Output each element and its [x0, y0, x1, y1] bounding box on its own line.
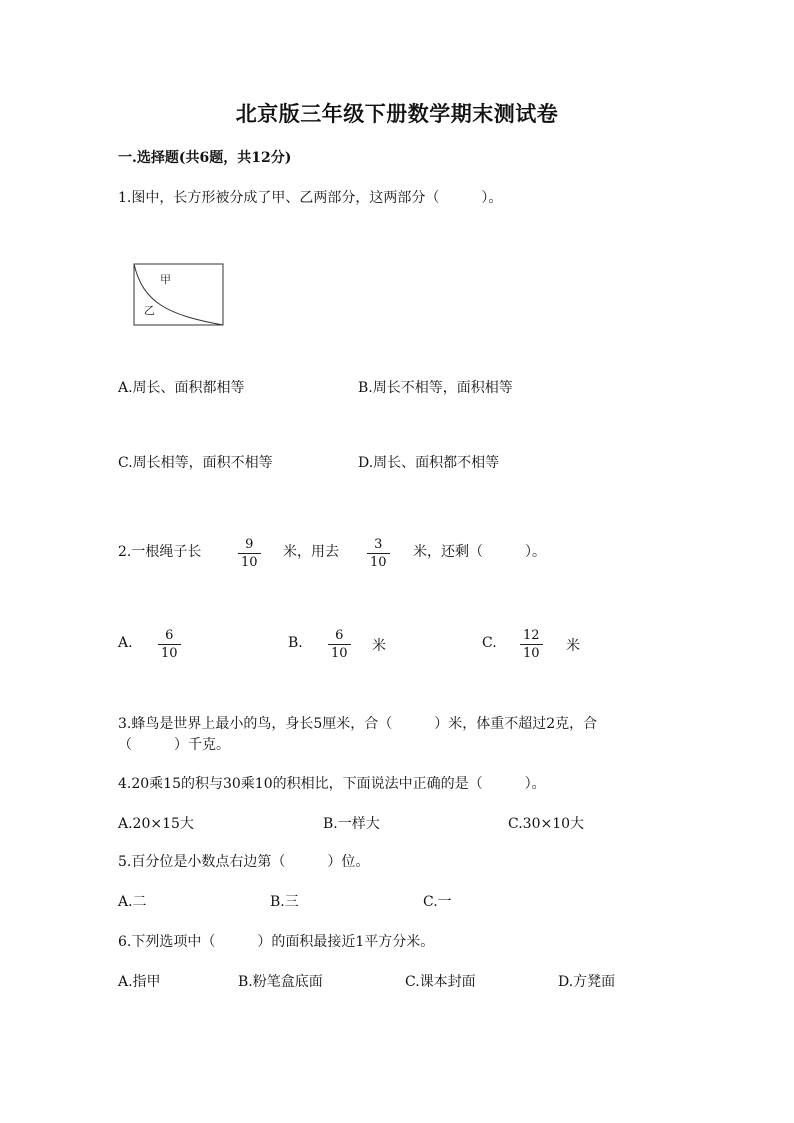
- question-4-text: 4.20乘15的积与30乘10的积相比，下面说法中正确的是（ ）。: [118, 776, 546, 792]
- fraction-denominator: 10: [328, 644, 351, 661]
- question-2-fraction-length: [238, 537, 261, 570]
- fraction-denominator: 10: [238, 553, 261, 570]
- question-5-text: 5.百分位是小数点右边第（ ）位。: [118, 854, 370, 870]
- question-4-option-c[interactable]: C.30×10大: [508, 816, 585, 832]
- question-2-option-c-fraction[interactable]: [520, 628, 543, 661]
- question-6-option-b[interactable]: B.粉笔盒底面: [238, 974, 323, 990]
- question-5-option-a[interactable]: A.二: [118, 894, 147, 910]
- question-1-option-a[interactable]: A.周长、面积都相等: [118, 380, 245, 396]
- question-2-fraction-used: [367, 537, 390, 570]
- question-4-option-b[interactable]: B.一样大: [323, 816, 380, 832]
- question-2-option-b-fraction[interactable]: [328, 628, 351, 661]
- figure-label-yi: 乙: [144, 304, 155, 317]
- question-5-option-b[interactable]: B.三: [270, 894, 299, 910]
- question-2-option-b-label[interactable]: B.: [288, 635, 303, 651]
- question-2-option-b-unit: 米: [372, 638, 386, 654]
- section-heading: 一.选择题(共6题，共12分): [118, 150, 292, 166]
- question-6-text: 6.下列选项中（ ）的面积最接近1平方分米。: [118, 934, 435, 950]
- question-6-option-d[interactable]: D.方凳面: [558, 974, 616, 990]
- question-1-option-b[interactable]: B.周长不相等，面积相等: [358, 380, 513, 396]
- question-2-option-a-label[interactable]: A.: [118, 635, 133, 651]
- fraction-denominator: 10: [367, 553, 390, 570]
- fraction-numerator: 12: [523, 628, 540, 643]
- question-2-middle: 米，用去: [283, 544, 339, 560]
- question-4-option-a[interactable]: A.20×15大: [118, 816, 194, 832]
- question-6-option-c[interactable]: C.课本封面: [405, 974, 476, 990]
- question-2-option-c-label[interactable]: C.: [482, 635, 497, 651]
- question-1-option-c[interactable]: C.周长相等，面积不相等: [118, 455, 273, 471]
- question-1-text: 1.图中，长方形被分成了甲、乙两部分，这两部分（ ）。: [118, 190, 503, 206]
- question-3-line-2: （ ）千克。: [118, 737, 230, 753]
- fraction-numerator: 6: [335, 628, 344, 643]
- question-2-suffix: 米，还剩（ ）。: [413, 544, 546, 560]
- question-2-option-a-fraction[interactable]: [158, 628, 181, 661]
- question-2-option-c-unit: 米: [566, 638, 580, 654]
- question-1-figure: [133, 263, 226, 328]
- figure-label-jia: 甲: [160, 273, 171, 286]
- question-2-prefix: 2.一根绳子长: [118, 544, 202, 560]
- question-1-option-d[interactable]: D.周长、面积都不相等: [358, 455, 500, 471]
- fraction-numerator: 3: [374, 537, 383, 552]
- question-6-option-a[interactable]: A.指甲: [118, 974, 161, 990]
- page-title: 北京版三年级下册数学期末测试卷: [235, 101, 559, 126]
- fraction-denominator: 10: [158, 644, 181, 661]
- question-5-option-c[interactable]: C.一: [423, 894, 452, 910]
- fraction-denominator: 10: [520, 644, 543, 661]
- question-3-line-1: 3.蜂鸟是世界上最小的鸟，身长5厘米，合（ ）米，体重不超过2克，合: [118, 716, 598, 732]
- fraction-numerator: 6: [165, 628, 174, 643]
- fraction-numerator: 9: [245, 537, 254, 552]
